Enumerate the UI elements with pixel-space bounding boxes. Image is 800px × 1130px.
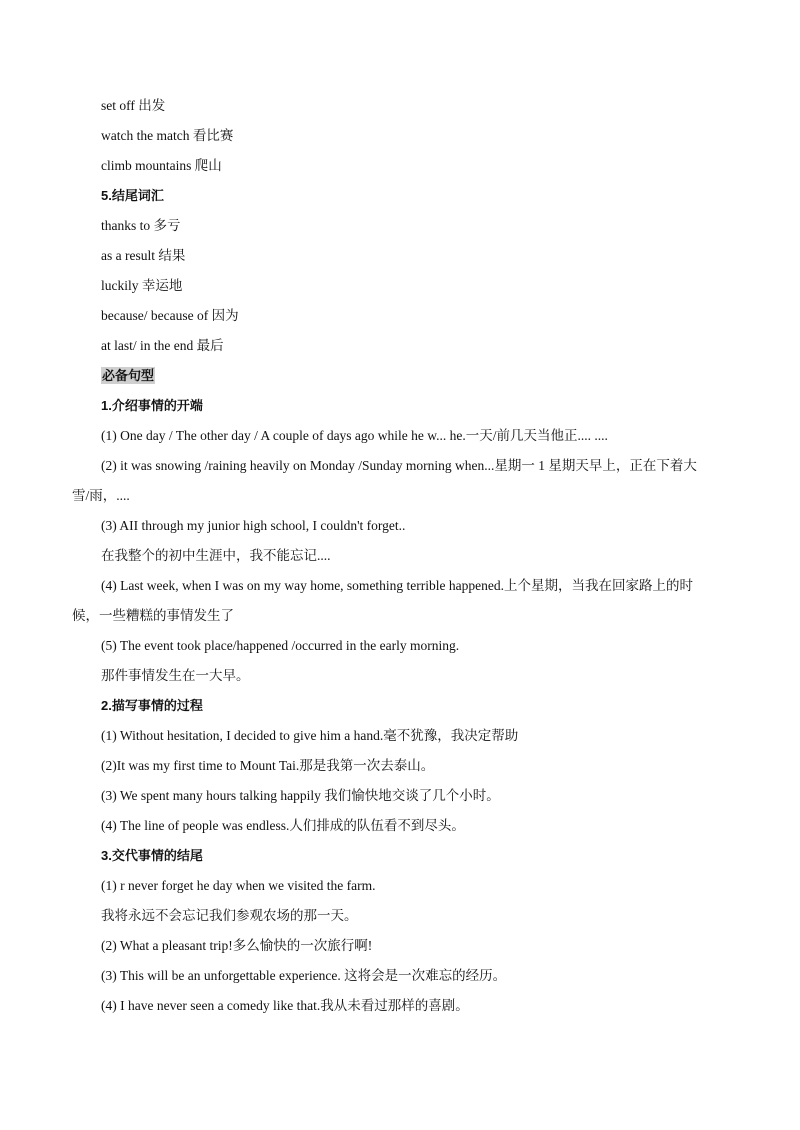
sentence-line: (2) What a pleasant trip!多么愉快的一次旅行啊! (101, 938, 373, 953)
sentence-line: (4) I have never seen a comedy like that.我从未看过那样的喜剧。 (101, 998, 469, 1013)
patterns-title (101, 367, 155, 385)
sentence-line: (2)It was my first time to Mount Tai.那是我第一次去泰山。 (101, 758, 435, 773)
sentence-line: (1) Without hesitation, I decided to give him a hand.毫不犹豫，我决定帮助 (101, 728, 519, 743)
sentence-line: (4) The line of people was endless.人们排成的队伍看不到尽头。 (101, 818, 465, 833)
patterns-title-text: 必备句型 (102, 368, 155, 383)
vocab-line: set off 出发 (101, 98, 166, 113)
sentence-line: (1) One day / The other day / A couple of days ago while he w... he.一天/前几天当他正.... .... (101, 428, 608, 443)
section-heading: 2.描写事情的过程 (101, 698, 203, 713)
vocab-line: at last/ in the end 最后 (101, 338, 224, 353)
sentence-line-continued: 候，一些糟糕的事情发生了 (72, 608, 234, 623)
vocab-line: climb mountains 爬山 (101, 158, 222, 173)
sentence-line: (2) it was snowing /raining heavily on Monday /Sunday morning when...星期一 1 星期天早上，正在下着大 (101, 458, 697, 473)
sentence-line: (3) We spent many hours talking happily 我们愉快地交谈了几个小时。 (101, 788, 500, 803)
vocab-line: watch the match 看比赛 (101, 128, 234, 143)
section-heading: 5.结尾词汇 (101, 188, 164, 203)
sentence-line-continued: 雪/雨，.... (72, 488, 130, 503)
section-heading: 3.交代事情的结尾 (101, 848, 203, 863)
sentence-line: (3) This will be an unforgettable experience. 这将会是一次难忘的经历。 (101, 968, 507, 983)
vocab-line: luckily 幸运地 (101, 278, 183, 293)
vocab-line: because/ because of 因为 (101, 308, 239, 323)
sentence-translation: 我将永远不会忘记我们参观农场的那一天。 (101, 908, 358, 923)
sentence-line: (4) Last week, when I was on my way home, something terrible happened.上个星期，当我在回家路上的时 (101, 578, 694, 593)
sentence-translation: 在我整个的初中生涯中，我不能忘记.... (101, 548, 331, 563)
sentence-line: (3) AII through my junior high school, I couldn't forget.. (101, 518, 406, 533)
sentence-line: (1) r never forget he day when we visited the farm. (101, 878, 376, 893)
sentence-translation: 那件事情发生在一大早。 (101, 668, 250, 683)
sentence-line: (5) The event took place/happened /occurred in the early morning. (101, 638, 460, 653)
vocab-line: thanks to 多亏 (101, 218, 181, 233)
section-heading: 1.介绍事情的开端 (101, 398, 203, 413)
vocab-line: as a result 结果 (101, 248, 186, 263)
